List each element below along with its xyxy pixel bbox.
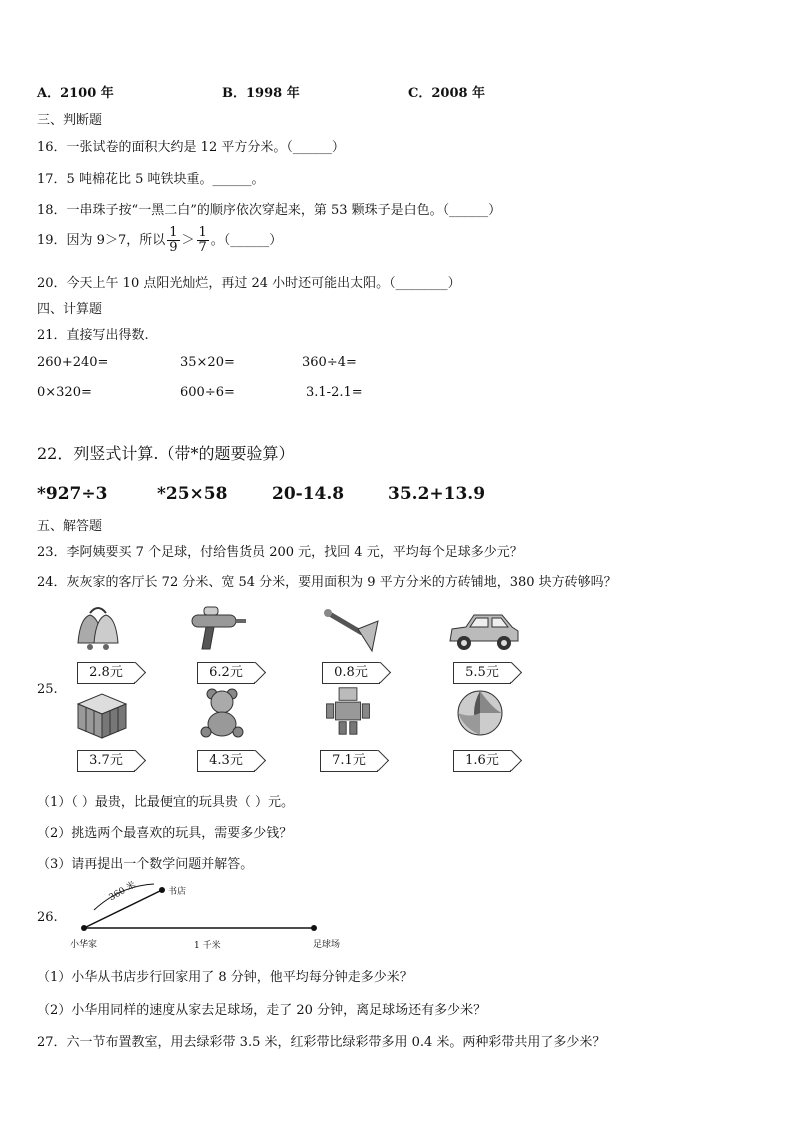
- calc-item: 0×320=: [37, 385, 92, 400]
- teddy-bear-icon: [192, 688, 252, 738]
- calc-item: 3.1-2.1=: [306, 385, 363, 400]
- water-gun-icon: [188, 603, 248, 653]
- calc-item: 360÷4=: [302, 355, 357, 370]
- question-27: 27．六一节布置教室，用去绿彩带 3.5 米，红彩带比绿彩带多用 0.4 米。两种彩带共用了多少米？: [37, 1035, 606, 1050]
- price-tag: 7.1元: [320, 750, 378, 772]
- trumpet-icon: [322, 603, 382, 653]
- section-title-3: 三、判断题: [37, 113, 103, 128]
- section-title-4: 四、计算题: [37, 302, 103, 317]
- question-16: 16．一张试卷的面积大约是 12 平方分米。（______）: [37, 140, 345, 155]
- robot-icon: [318, 686, 378, 736]
- price-tag: 3.7元: [77, 750, 135, 772]
- price-tag: 5.5元: [453, 662, 511, 684]
- calc-item: 260+240=: [37, 355, 109, 370]
- question-21: 21．直接写出得数.: [37, 328, 149, 343]
- vertical-calc-item: 20-14.8: [272, 484, 345, 504]
- bell-icon: [68, 603, 128, 653]
- choice-b: B．1998 年: [222, 86, 300, 101]
- question-19: 19．因为 9＞7，所以 $\frac{1}{9}$ ＞ $\frac{1}{7}$ 。（______）: [37, 225, 283, 255]
- fraction-1-9: $\frac{1}{9}$: [169, 225, 178, 255]
- choice-a: A．2100 年: [37, 86, 114, 101]
- vertical-calc-item: *25×58: [157, 484, 228, 504]
- distance-label-1km: 1 千米: [194, 941, 221, 951]
- price-tag: 2.8元: [77, 662, 135, 684]
- beach-ball-icon: [450, 688, 510, 738]
- question-26-part-1: （1）小华从书店步行回家用了 8 分钟，他平均每分钟走多少米？: [37, 970, 413, 985]
- price-tag: 0.8元: [322, 662, 380, 684]
- price-tag: 4.3元: [197, 750, 255, 772]
- question-23: 23．李阿姨要买 7 个足球，付给售货员 200 元，找回 4 元，平均每个足球多少元？: [37, 545, 523, 560]
- vertical-calc-item: 35.2+13.9: [388, 484, 486, 504]
- choice-c: C．2008 年: [408, 86, 486, 101]
- question-26-number: 26.: [37, 910, 58, 925]
- vertical-calc-item: *927÷3: [37, 484, 108, 504]
- price-tag: 1.6元: [453, 750, 511, 772]
- question-25-part-2: （2）挑选两个最喜欢的玩具，需要多少钱？: [37, 826, 293, 841]
- question-17: 17．5 吨棉花比 5 吨铁块重。______。: [37, 172, 265, 187]
- question-26-part-2: （2）小华用同样的速度从家去足球场，走了 20 分钟，离足球场还有多少米？: [37, 1003, 487, 1018]
- home-label: 小华家: [70, 940, 98, 950]
- price-tag: 6.2元: [197, 662, 255, 684]
- question-25-number: 25.: [37, 682, 58, 697]
- fraction-1-7: $\frac{1}{7}$: [198, 225, 207, 255]
- question-18: 18．一串珠子按“一黑二白”的顺序依次穿起来，第 53 颗珠子是白色。（______）: [37, 203, 502, 218]
- question-20: 20．今天上午 10 点阳光灿烂，再过 24 小时还可能出太阳。（________）: [37, 276, 461, 291]
- toy-car-icon: [446, 607, 522, 657]
- calc-item: 35×20=: [180, 355, 235, 370]
- distance-label-360: 360 米: [107, 880, 138, 904]
- bookstore-label: 书店: [168, 887, 187, 897]
- question-24: 24．灰灰家的客厅长 72 分米、宽 54 分米，要用面积为 9 平方分米的方砖铺地，380 块方砖够吗？: [37, 575, 617, 590]
- question-22: 22．列竖式计算.（带*的题要验算）: [37, 444, 295, 463]
- football-field-label: 足球场: [313, 940, 341, 950]
- question-25-part-3: （3）请再提出一个数学问题并解答。: [37, 857, 254, 872]
- section-title-5: 五、解答题: [37, 519, 103, 534]
- question-25-part-1: （1）（ ）最贵，比最便宜的玩具贵（ ）元。: [37, 795, 295, 810]
- rubiks-cube-icon: [72, 690, 132, 740]
- calc-item: 600÷6=: [180, 385, 235, 400]
